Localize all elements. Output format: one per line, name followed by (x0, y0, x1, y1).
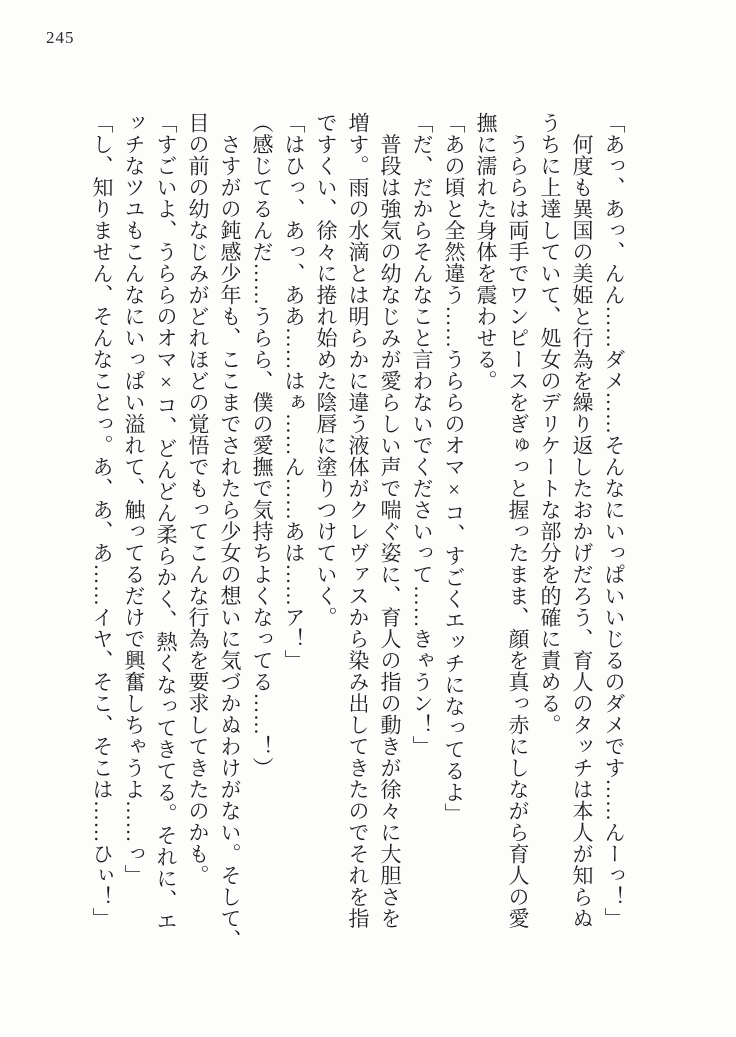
vertical-text-block (86, 112, 630, 951)
text-line: うららは両手でワンピースをぎゅっと握ったまま、顔を真っ赤にしながら育人の愛 (506, 112, 530, 929)
text-line: 何度も異国の美姫と行為を繰り返したおかげだろう、育人のタッチは本人が知らぬ (570, 112, 594, 929)
text-line: 「し、知りません、そんなことっ。あ、あ、あ……イヤ、そこ、そこは……ひぃ！」 (90, 112, 114, 929)
page-number: 245 (46, 28, 75, 47)
text-line: ッチなツユもこんなにいっぱい溢れて、触ってるだけで興奮しちゃうよ……っ」 (122, 112, 146, 886)
text-line: 「すごいよ、うららのオマ×コ、どんどん柔らかく、熱くなってきてる。それに、エ (154, 112, 178, 932)
text-line: 目の前の幼なじみがどれほどの覚悟でもってこんな行為を要求してきたのかも。 (186, 112, 210, 886)
text-line: 撫に濡れた身体を震わせる。 (474, 112, 498, 392)
text-line: 「あっ、あっ、んん……ダメ……そんなにいっぱいいじるのダメです……んーっ！」 (602, 112, 626, 929)
text-line: 「あの頃と全然違う……うららのオマ×コ、すごくエッチになってるよ」 (442, 112, 466, 825)
text-line: うちに上達していて、処女のデリケートな部分を的確に責める。 (538, 112, 562, 736)
text-line: さすがの鈍感少年も、ここまでされたら少女の想いに気づかぬわけがない。そして、 (218, 112, 242, 951)
text-line: ですくい、徐々に捲れ始めた陰唇に塗りつけていく。 (314, 112, 338, 628)
text-line: 「はひっ、あっ、ああ……はぁ……ん……あは……ア！」 (282, 112, 306, 671)
text-line: 「だ、だからそんなこと言わないでくださいって……きゃうン！」 (410, 112, 434, 757)
text-line: 普段は強気の幼なじみが愛らしい声で喘ぐ姿に、育人の指の動きが徐々に大胆さを (378, 112, 402, 929)
text-line: （感じてるんだ……うらら、僕の愛撫で気持ちよくなってる……！） (250, 112, 274, 779)
text-line: 増す。雨の水滴とは明らかに違う液体がクレヴァスから染み出してきたのでそれを指 (346, 112, 370, 929)
